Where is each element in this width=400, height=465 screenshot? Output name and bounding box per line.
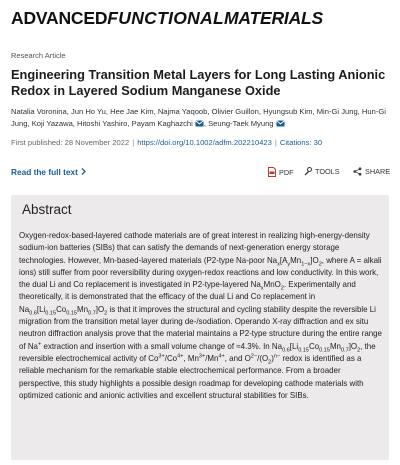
author-link[interactable]: Payam Kaghazchi xyxy=(131,119,193,128)
abstract-section xyxy=(11,195,389,460)
author-link[interactable]: Hun-Gi Jung xyxy=(11,107,386,128)
mail-icon[interactable] xyxy=(276,119,285,131)
author-link[interactable]: Olivier Guillon xyxy=(211,107,259,116)
first-published-date: First published: 28 November 2022 xyxy=(11,138,130,147)
journal-name-part1: ADVANCED xyxy=(11,8,108,28)
wrench-icon xyxy=(303,167,315,176)
article-type: Research Article xyxy=(11,51,66,60)
read-full-text-link[interactable]: Read the full text xyxy=(11,167,86,177)
article-title: Engineering Transition Metal Layers for Long Lasting Anionic Redox in Layered Sodium Manganese Oxide xyxy=(11,67,386,98)
author-link[interactable]: Jun Ho Yu xyxy=(70,107,106,116)
abstract-heading: Abstract xyxy=(22,202,72,217)
author-link[interactable]: Hitoshi Yashiro xyxy=(77,119,128,128)
publication-info: First published: 28 November 2022 | https://doi.org/10.1002/adfm.202210423 | Citations: 30 xyxy=(11,138,323,147)
citations-link[interactable]: Citations: 30 xyxy=(279,138,323,147)
author-link[interactable]: Min-Gi Jung xyxy=(316,107,358,116)
author-link[interactable]: Koji Yazawa xyxy=(31,119,73,128)
chevron-right-icon xyxy=(81,167,86,177)
doi-link[interactable]: https://doi.org/10.1002/adfm.202210423 xyxy=(137,138,272,147)
author-link[interactable]: Najma Yaqoob xyxy=(157,107,208,116)
author-link[interactable]: Hyungsub Kim xyxy=(263,107,313,116)
author-link[interactable]: Hee Jae Kim xyxy=(110,107,154,116)
author-link[interactable]: Natalia Voronina xyxy=(11,107,67,116)
journal-masthead[interactable] xyxy=(0,0,400,38)
journal-name-part2: FUNCTIONAL xyxy=(107,8,225,28)
share-icon xyxy=(353,167,365,176)
share-button[interactable]: SHARE xyxy=(353,167,390,176)
pdf-button[interactable]: PDF xyxy=(268,167,294,177)
author-link[interactable]: Seung-Taek Myung xyxy=(208,119,274,128)
journal-logo[interactable] xyxy=(11,8,323,29)
tools-button[interactable]: TOOLS xyxy=(303,167,340,176)
article-actions-bar xyxy=(0,163,400,183)
journal-name-part3: MATERIALS xyxy=(224,8,323,28)
mail-icon[interactable] xyxy=(195,119,204,131)
author-list: Natalia Voronina, Jun Ho Yu, Hee Jae Kim, Najma Yaqoob, Olivier Guillon, Hyungsub Kim, Min-Gi Jung, Hun-Gi Jung, Koji Yazawa, Hitoshi Yashiro, Payam Kaghazchi , Seung-Taek Myung xyxy=(11,106,391,131)
pdf-icon xyxy=(268,168,279,177)
abstract-text: Oxygen-redox-based-layered cathode materials are of great interest in realizing high-energy-density sodium-ion batteries (SIBs) that can satisfy the demands of next-generation energy storage technologies. However, Mn-based-layered materials (P2-type Na-poor $Na_x[A_yMn_{1-x}]O_2$, where A = alkali ions) still suffer from poor reversibility during oxygen-redox reactions and low conductivity. In this work, the dual Li and Co replacement is investigated in P2-type-layered $Na_xMnO_2$. Experimentally and theoretically, it is demonstrated that the efficacy of the dual Li and Co replacement in $Na_{0.6}[Li_{0.15}Co_{0.15}Mn_{0.7}]O_2$ is that it improves the structural and cycling stability despite the reversible Li migration from the transition metal layer during de-/sodiation. Operando X-ray diffraction and ex situ neutron diffraction analysis prove that the material maintains a P2-type structure during the entire range of Na+ extraction and insertion with a small volume change of ≈4.3%. In $Na_{0.6}[Li_{0.15}Co_{0.15}Mn_{0.7}]O_2$, the reversible electrochemical activity of $Co^{3+}/Co^{4+}$, $Mn^{3+}/Mn^{4+}$, and $O^{2-}/(O_2)^{n-}$ redox is identified as a reliable mechanism for the remarkable stable electrochemical performance. From a broader perspective, this study highlights a possible design roadmap for developing cathode materials with optimized cationic and anionic activities and excellent structural stabilities for SIBs. xyxy=(19,231,382,400)
